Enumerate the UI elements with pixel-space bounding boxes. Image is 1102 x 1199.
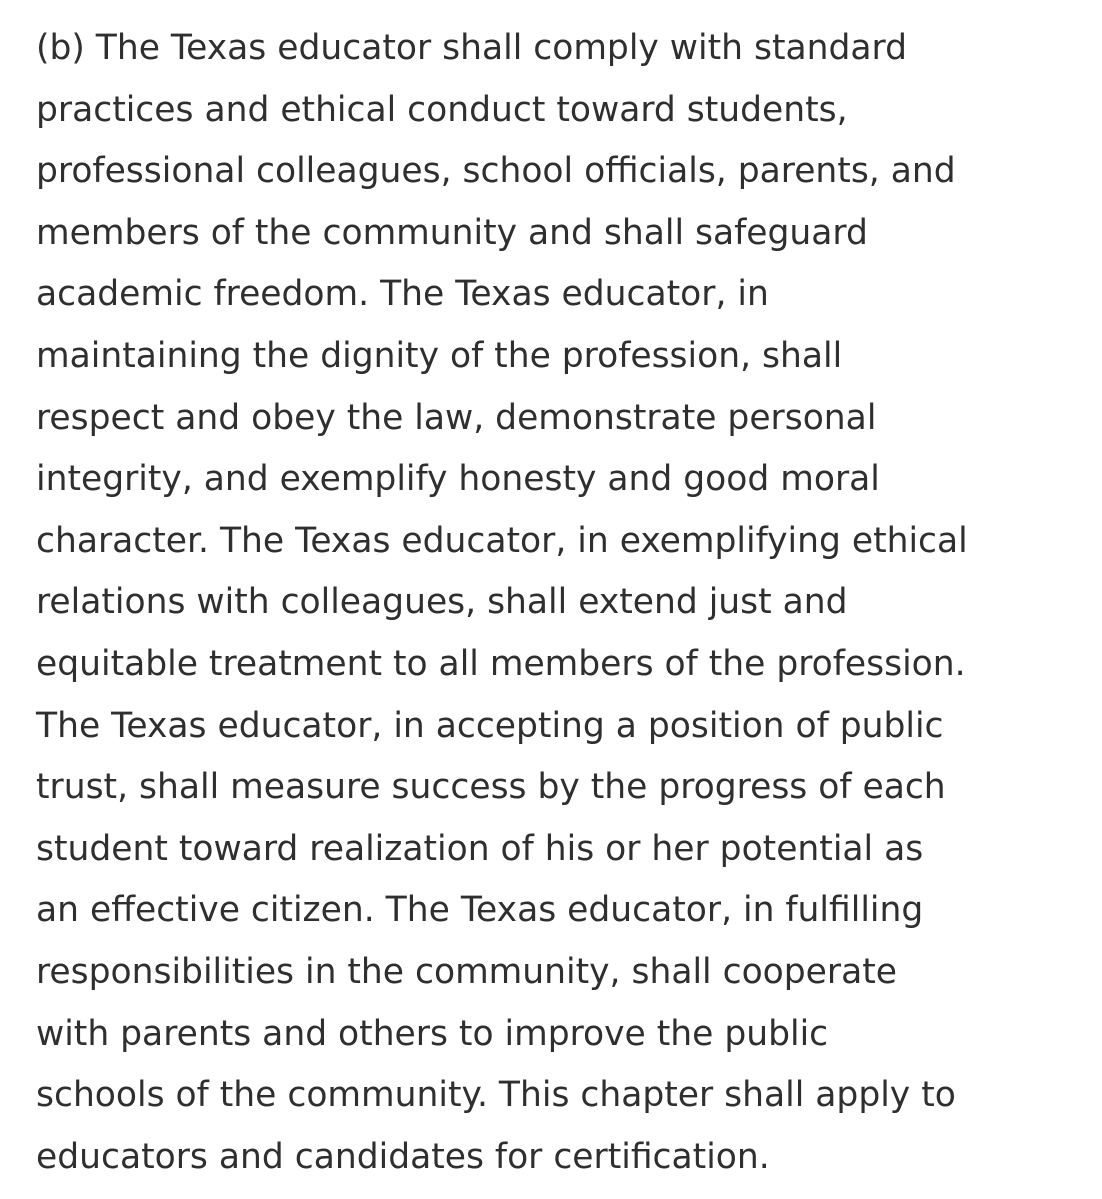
paragraph-line: responsibilities in the community, shall cooperate	[36, 951, 897, 992]
paragraph-line: with parents and others to improve the public	[36, 1013, 829, 1054]
paragraph-line: an effective citizen. The Texas educator, in fulfilling	[36, 890, 924, 931]
paragraph-line: equitable treatment to all members of the profession.	[36, 643, 966, 684]
paragraph-line: (b) The Texas educator shall comply with standard	[36, 28, 907, 68]
paragraph-line: professional colleagues, school officials, parents, and	[36, 151, 956, 192]
paragraph-line: practices and ethical conduct toward students,	[36, 89, 848, 130]
paragraph-line: educators and candidates for certification.	[36, 1136, 770, 1177]
paragraph-line: respect and obey the law, demonstrate personal	[36, 397, 877, 438]
paragraph-line: character. The Texas educator, in exemplifying ethical	[36, 520, 968, 561]
section-b-paragraph	[36, 18, 1086, 1188]
paragraph-line: student toward realization of his or her potential as	[36, 828, 924, 869]
document-page	[36, 18, 1086, 1188]
paragraph-line: schools of the community. This chapter shall apply to	[36, 1075, 956, 1116]
paragraph-line: trust, shall measure success by the progress of each	[36, 767, 946, 808]
paragraph-line: The Texas educator, in accepting a position of public	[36, 705, 944, 746]
paragraph-line: academic freedom. The Texas educator, in	[36, 274, 769, 315]
paragraph-line: members of the community and shall safeguard	[36, 212, 868, 253]
paragraph-line: maintaining the dignity of the profession, shall	[36, 335, 843, 376]
paragraph-line: integrity, and exemplify honesty and good moral	[36, 459, 880, 500]
paragraph-line: relations with colleagues, shall extend just and	[36, 582, 848, 623]
